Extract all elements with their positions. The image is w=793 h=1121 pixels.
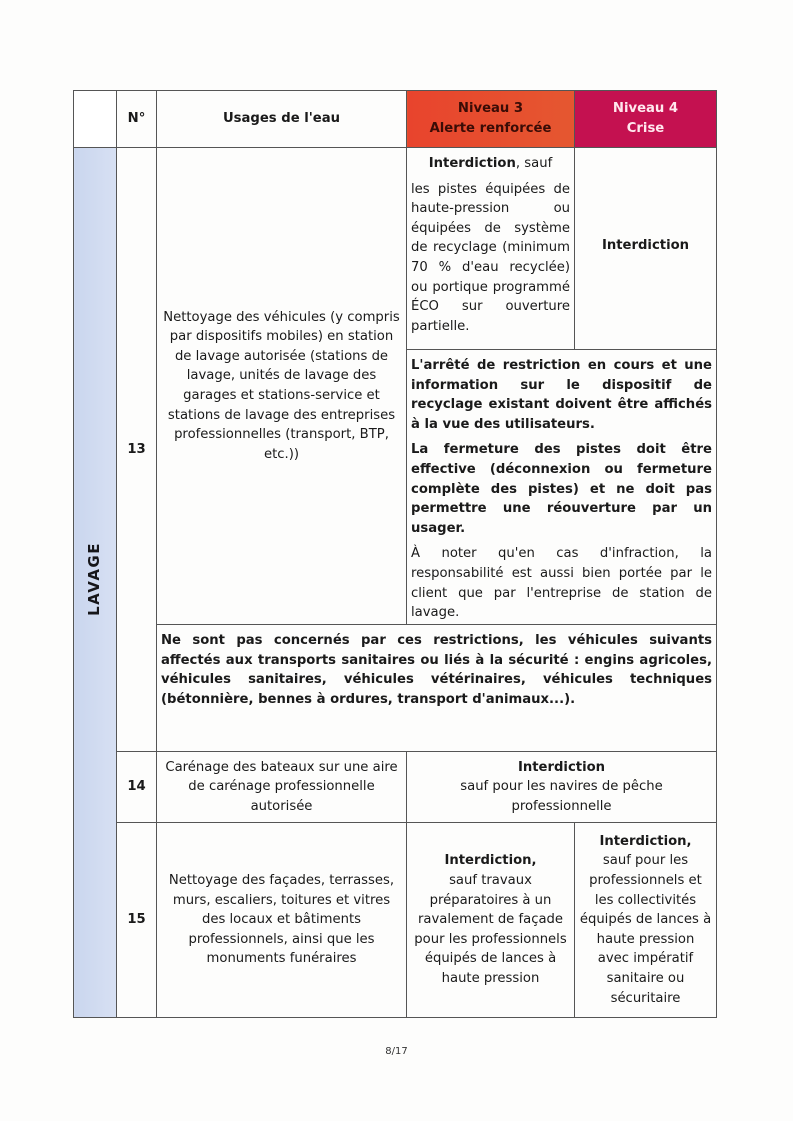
row13-level3-head-rest: , sauf: [515, 156, 553, 171]
row13-level4: Interdiction: [575, 148, 717, 350]
row13-main: [74, 148, 717, 350]
header-level3: [407, 91, 575, 148]
header-usage: Usages de l'eau: [157, 91, 407, 148]
header-level4-line1: Niveau 4: [612, 101, 679, 117]
row15-level3-bold: Interdiction,: [444, 853, 537, 869]
row14-rule-bold: Interdiction: [517, 759, 606, 775]
header-level3-line1: Niveau 3: [457, 101, 524, 117]
row15-level3: [407, 823, 575, 1018]
row14-usage: Carénage des bateaux sur une aire de carénage professionnelle autorisée: [157, 752, 407, 823]
header-level4: [575, 91, 717, 148]
row15-num: 15: [117, 823, 157, 1018]
row14-num: 14: [117, 752, 157, 823]
page-number: 8/17: [385, 1046, 408, 1057]
row15-level4-rest: sauf pour les professionnels et les collectivités équipés de lances à haute pression avec impératif sanitaire ou sécuritaire: [579, 853, 712, 1006]
row13-note1: L'arrêté de restriction en cours et une information sur le dispositif de recyclage existant doivent être affichés à la vue des utilisateurs.: [411, 358, 712, 432]
row13-level3-head-bold: Interdiction: [428, 156, 516, 171]
row15-level4-bold: Interdiction,: [599, 833, 692, 849]
row14: [74, 752, 717, 823]
header-row: [74, 91, 717, 148]
row15-usage: Nettoyage des façades, terrasses, murs, escaliers, toitures et vitres des locaux et bâtiments professionnels, ainsi que les monuments funéraires: [157, 823, 407, 1018]
header-level3-line2: Alerte renforcée: [429, 121, 552, 136]
header-blank-cell: [74, 91, 117, 148]
row14-rule-rest: sauf pour les navires de pêche professionnelle: [460, 779, 663, 814]
row13-level3: [407, 148, 575, 350]
category-label: LAVAGE: [85, 542, 104, 617]
row15: [74, 823, 717, 1018]
row13-note2: La fermeture des pistes doit être effective (déconnexion ou fermeture complète des pistes) et ne doit pas permettre une réouverture par un usager.: [411, 442, 712, 536]
category-cell: [74, 148, 117, 1018]
row13-note3: À noter qu'en cas d'infraction, la responsabilité est aussi bien portée par le client que par l'entreprise de station de lavage.: [411, 546, 712, 621]
row13-exemption-cell: Ne sont pas concernés par ces restrictions, les véhicules suivants affectés aux transports sanitaires ou liés à la sécurité : engins agricoles, véhicules sanitaires, véhicules vétérinaires, véhicules techniques (bétonnière, bennes à ordures, transport d'animaux...).: [157, 625, 717, 752]
row13-usage: Nettoyage des véhicules (y compris par dispositifs mobiles) en station de lavage autorisée (stations de lavage, unités de lavage des garages et stations-service et stations de lavage des entreprises professionnelles (transport, BTP, etc.)): [157, 148, 407, 625]
row13-notes-cell: [407, 350, 717, 625]
row13-level3-body: les pistes équipées de haute-pression ou équipées de système de recyclage (minimum 70 % d'eau recyclée) ou portique programmé ÉCO sur ouverture partielle.: [411, 181, 570, 334]
restrictions-table: [73, 90, 717, 1018]
row13-num: 13: [117, 148, 157, 752]
row13-level3-head: [411, 154, 570, 174]
row14-rule: [407, 752, 717, 823]
row15-level4: [575, 823, 717, 1018]
header-num: N°: [117, 91, 157, 148]
row13-exemption: [74, 625, 717, 752]
header-level4-line2: Crise: [626, 121, 665, 136]
row15-level3-rest: sauf travaux préparatoires à un ravalement de façade pour les professionnels équipés de lances à haute pression: [414, 873, 567, 986]
